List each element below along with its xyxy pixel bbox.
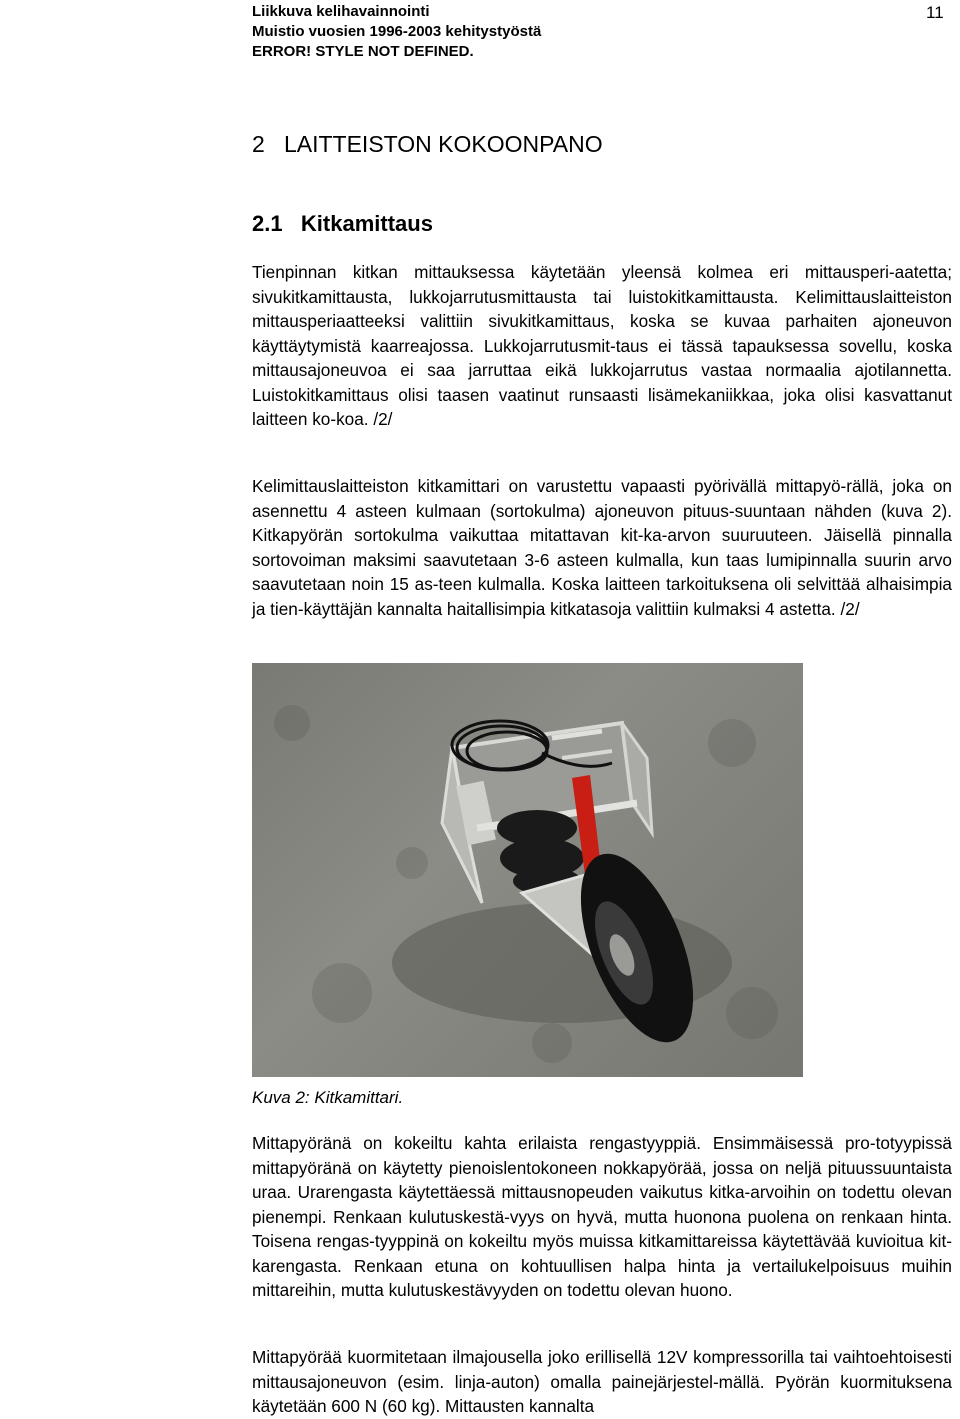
header-style-error: ERROR! STYLE NOT DEFINED. [252,43,474,60]
body-paragraph: Kelimittauslaitteiston kitkamittari on varustettu vapaasti pyörivällä mittapyö-rällä, joka on asennettu 4 asteen kulmaan (sortokulma) ajoneuvon pituus-suuntaan nähden (kuva 2). Kitkapyörän sortokulma vaikuttaa mitattavan kit-ka-arvon suuruuteen. Jäisellä pinnalla sortovoiman maksimi saavutetaan 3-6 asteen kulmalla, kun taas lumipinnalla suurin arvo saavutetaan noin 15 as-teen kulmalla. Koska laitteen tarkoituksena oli selvittää alhaisimpia ja tien-käyttäjän kannalta haitallisimpia kitkatasoja valittiin kulmaksi 4 astetta. /2/ [252,476,952,619]
header-document-subtitle: Muistio vuosien 1996-2003 kehitystyöstä [252,23,542,40]
header-document-title: Liikkuva kelihavainnointi [252,3,430,20]
body-paragraph: Tienpinnan kitkan mittauksessa käytetään yleensä kolmea eri mittausperi-aatetta; sivukitkamittausta, lukkojarrutusmittausta tai luistokitkamittausta. Kelimittauslaitteiston mittausperiaatteeksi valittiin sivukitkamittaus, koska se kuvaa parhaiten ajoneuvon käyttäytymistä kaarreajossa. Lukkojarrutusmit-taus ei tässä tapauksessa sovellu, koska mittausajoneuvoa ei saa jarruttaa eikä lukkojarrutus vastaa normaalia ajotilannetta. Luistokitkamittaus olisi taasen vaatinut runsaasti lisämekaniikkaa, joka olisi kasvattanut laitteen ko-koa. /2/ [252,262,952,429]
chapter-heading: 2 LAITTEISTON KOKOONPANO [252,131,603,157]
figure-caption: Kuva 2: Kitkamittari. [252,1088,404,1107]
section-heading: 2.1 Kitkamittaus [252,211,433,236]
photo-illustration [252,663,803,1077]
page-number: 11 [926,3,944,22]
running-header [252,2,952,62]
friction-meter-photo [252,663,803,1077]
body-paragraph: Mittapyöränä on kokeiltu kahta erilaista rengastyyppiä. Ensimmäisessä pro-totyypissä mittapyöränä on käytetty pienoislentokoneen nokkapyörää, jossa on neljä pituussuuntaista uraa. Urarengasta käytettäessä mittausnopeuden vaikutus kitka-arvoihin on todettu olevan pienempi. Renkaan kulutuskestä-vyys on hyvä, mutta huonona puolena on renkaan hinta. Toisena rengas-tyyppinä on kokeiltu myös muissa kitkamittareissa käytettävää kuvioitua kit-karengasta. Renkaan etuna on kohtuullisen halpa hinta ja vertailukelpoisuus muihin mittareihin, mutta kulutuskestävyyden on todettu olevan huono. [252,1133,952,1300]
body-paragraph: Mittapyörää kuormitetaan ilmajousella joko erillisellä 12V kompressorilla tai vaihtoehtoisesti mittausajoneuvon (esim. linja-auton) omalla painejärjestel-mällä. Pyörän kuormituksena käytetään 600 N (60 kg). Mittausten kannalta [252,1347,952,1416]
